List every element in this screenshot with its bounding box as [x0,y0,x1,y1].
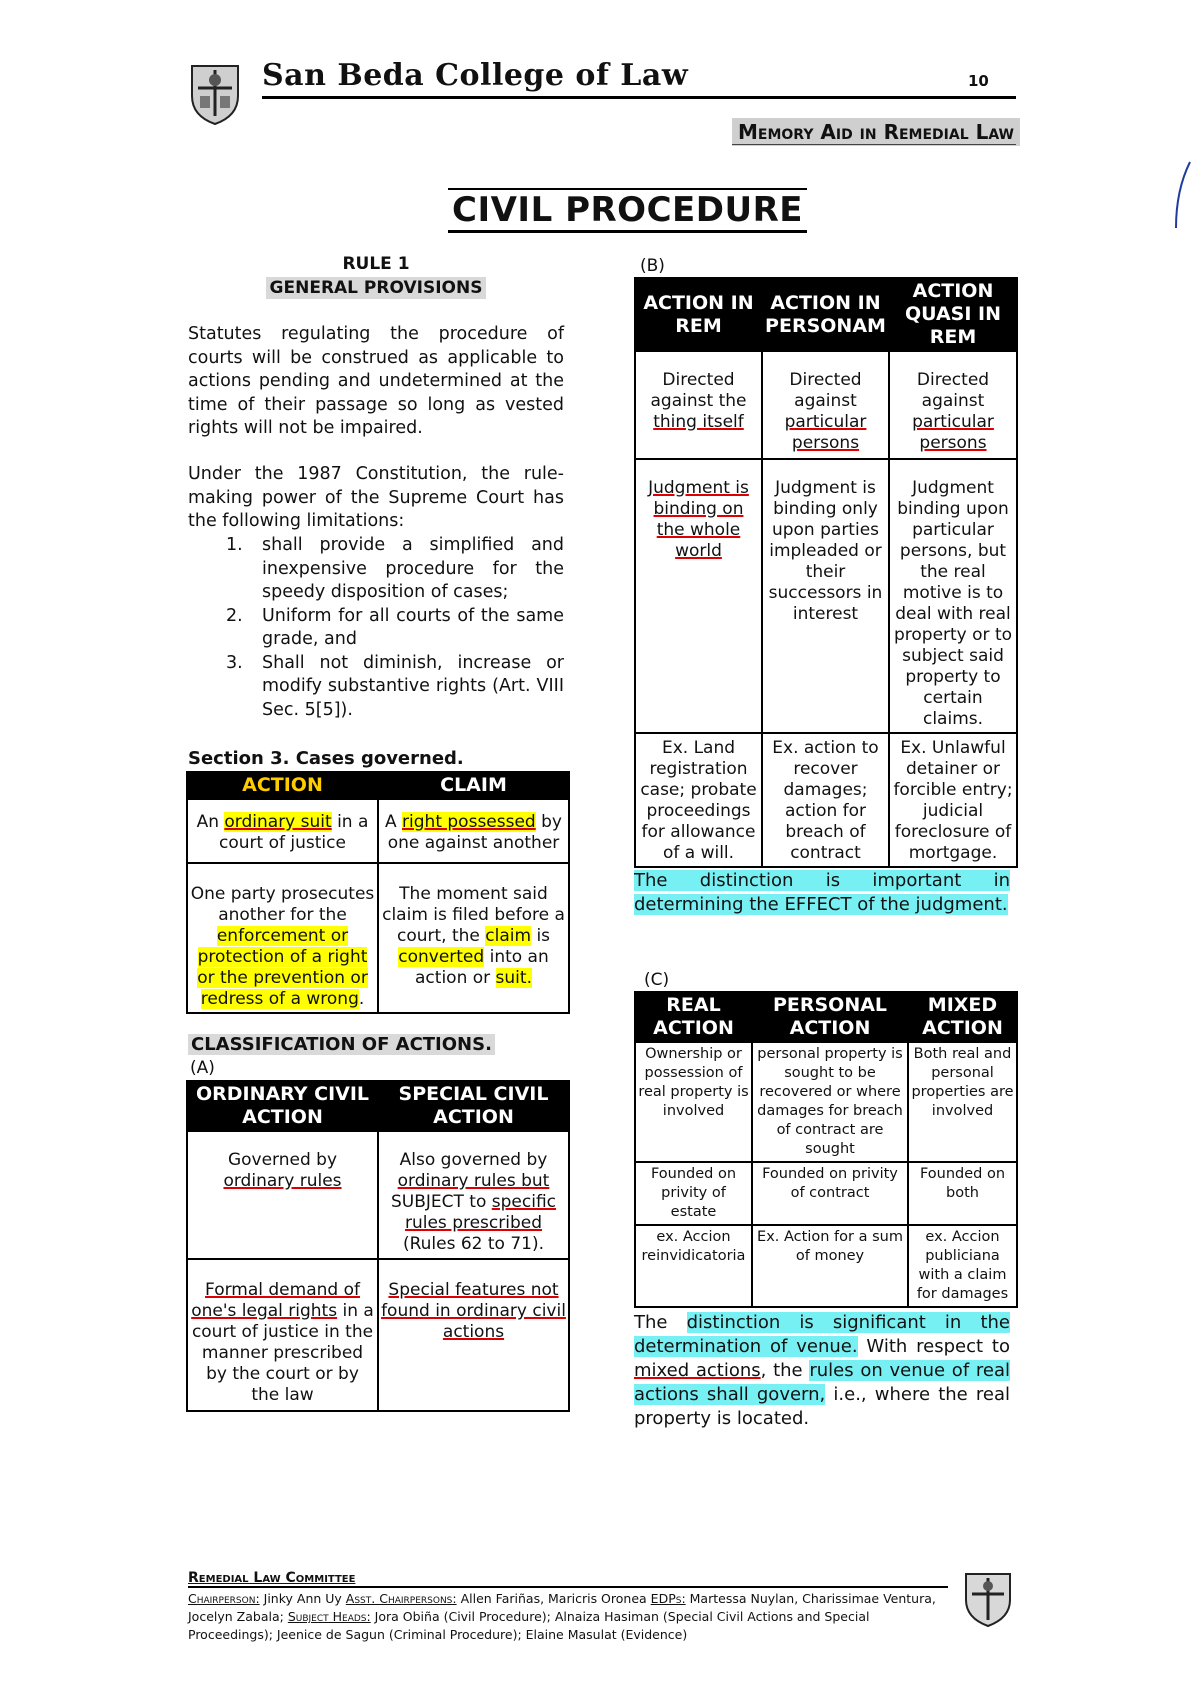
table-cell: Governed by ordinary rules [187,1131,378,1259]
header-rule [262,96,1016,99]
memory-aid-label: Memory Aid in Remedial Law [732,118,1020,146]
table-header: ORDINARY CIVIL ACTION [187,1081,378,1131]
table-cell: Both real and personal properties are involved [908,1042,1017,1162]
footer-rule [188,1586,948,1588]
table-header: MIXED ACTION [908,992,1017,1042]
table-cell: Judgment is binding on the whole world [635,459,762,733]
table-cell: Ex. action to recover damages; action for breach of contract [762,733,889,867]
classification-heading: CLASSIFICATION OF ACTIONS. [188,1034,495,1055]
table-cell: Ex. Land registration case; probate proceedings for allowance of a will. [635,733,762,867]
table-header: REAL ACTION [635,992,752,1042]
subject-heads-label: Subject Heads: [287,1609,371,1624]
rule-number: RULE 1 [342,254,410,274]
section3-heading: Section 3. Cases governed. [188,748,464,769]
ordinary-special-table [186,1080,570,1412]
table-cell: Special features not found in ordinary civil actions [378,1259,569,1411]
list-item: 2. Uniform for all courts of the same grade, and [226,605,564,649]
limitations-list [188,534,564,722]
table-a-label: (A) [190,1058,215,1078]
table-cell: Ex. Action for a sum of money [752,1225,908,1307]
table-c-label: (C) [644,970,670,990]
table-b-label: (B) [640,256,665,276]
table-cell: Formal demand of one's legal rights in a court of justice in the manner prescribed by the court or by the law [187,1259,378,1411]
list-item: 3. Shall not diminish, increase or modify substantive rights (Art. VIII Sec. 5[5]). [226,652,564,720]
table-cell: ex. Accion publiciana with a claim for damages [908,1225,1017,1307]
table-header: ACTION [187,772,378,799]
table-cell: Judgment binding upon particular persons, but the real motive is to deal with real property or to subject said property to certain claims. [889,459,1017,733]
committee-members: Chairperson: Jinky Ann Uy Asst. Chairpersons: Allen Fariñas, Maricris Oronea EDPs: Martessa Nuylan, Charissimae Ventura, Jocelyn Zabala; Subject Heads: Jora Obiña (Civil Procedure); Alnaiza Hasiman (Special Civil Actions and Special Proceedings); Jeenice de Sagun (Criminal Procedure); Elaine Masulat (Evidence) [188,1591,936,1642]
table-cell: Founded on both [908,1162,1017,1225]
distinction-venue-text: The distinction is significant in the determination of venue. With respect to mixed actions, the rules on venue of real actions shall govern, i.e., where the real property is located. [634,1312,1011,1429]
chairperson-label: Chairperson: [188,1591,260,1606]
table-cell: One party prosecutes another for the enforcement or protection of a right or the prevention or redress of a wrong. [187,863,378,1013]
table-cell: Also governed by ordinary rules but SUBJECT to specific rules prescribed (Rules 62 to 71). [378,1131,569,1259]
table-header: ACTION IN PERSONAM [762,278,889,351]
edp-label: EDPs: [650,1591,686,1606]
real-personal-mixed-table [634,991,1018,1308]
table-header: PERSONAL ACTION [752,992,908,1042]
table-cell: Directed against particular persons [889,351,1017,459]
table-cell: An ordinary suit in a court of justice [187,799,378,863]
rule-name-wrap [188,278,564,298]
asst-chair-label: Asst. Chairpersons: [345,1591,457,1606]
rem-personam-table [634,277,1018,868]
memory-aid-rule [732,144,1016,145]
table-cell: Directed against particular persons [762,351,889,459]
college-seal-logo [186,60,244,126]
table-cell: Ownership or possession of real property is involved [635,1042,752,1162]
page-number: 10 [968,72,989,90]
rule-name: GENERAL PROVISIONS [266,277,487,299]
school-name: San Beda College of Law [262,58,689,93]
table-header: ACTION QUASI IN REM [889,278,1017,351]
table-header: ACTION IN REM [635,278,762,351]
table-header: CLAIM [378,772,569,799]
table-cell: Founded on privity of estate [635,1162,752,1225]
rule-paragraph-1: Statutes regulating the procedure of courts will be construed as applicable to actions pending and undetermined at the time of their passage so long as vested rights will not be impaired. [188,324,564,438]
table-cell: The moment said claim is filed before a court, the claim is converted into an action or suit. [378,863,569,1013]
table-cell: Judgment is binding only upon parties impleaded or their successors in interest [762,459,889,733]
action-claim-table [186,771,570,1014]
table-cell: Ex. Unlawful detainer or forcible entry; judicial foreclosure of mortgage. [889,733,1017,867]
margin-pen-stroke [1172,160,1192,230]
table-cell: A right possessed by one against another [378,799,569,863]
page-title: CIVIL PROCEDURE [448,188,807,233]
table-cell: Founded on privity of contract [752,1162,908,1225]
rule-paragraph-2: Under the 1987 Constitution, the rule-making power of the Supreme Court has the following limitations: [188,464,564,531]
list-item: 1. shall provide a simplified and inexpensive procedure for the speedy disposition of cases; [226,535,564,602]
table-cell: ex. Accion reinvidicatoria [635,1225,752,1307]
table-cell: Directed against the thing itself [635,351,762,459]
table-cell: personal property is sought to be recovered or where damages for breach of contract are sought [752,1042,908,1162]
footer-seal-logo [962,1568,1014,1628]
distinction-effect-text: The distinction is important in determining the EFFECT of the judgment. [634,870,1010,915]
table-header: SPECIAL CIVIL ACTION [378,1081,569,1131]
committee-name: Remedial Law Committee [188,1570,356,1586]
